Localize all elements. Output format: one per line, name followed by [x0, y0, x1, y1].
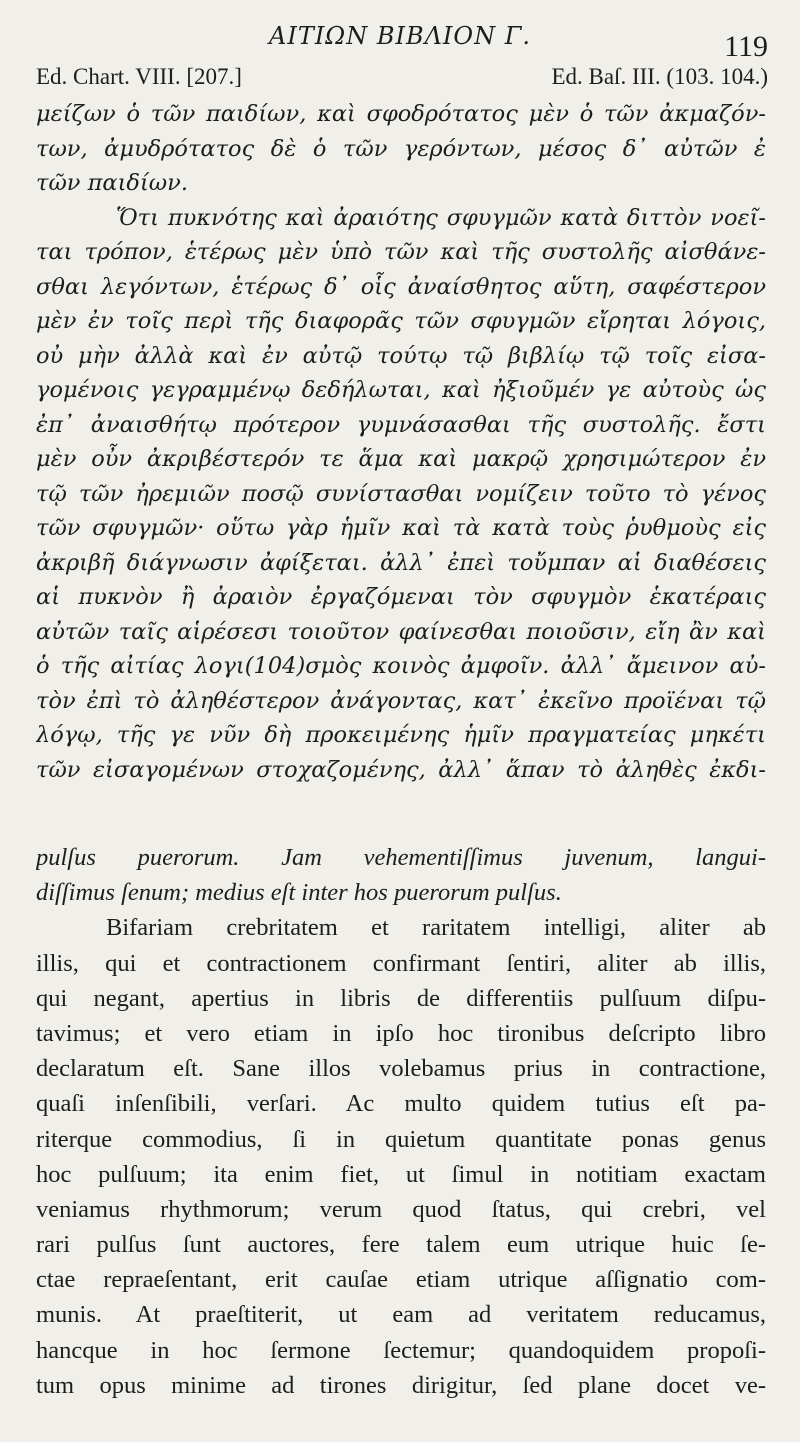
running-title: ΑΙΤΙΩΝ ΒΙΒΛΙΟΝ Γ.: [269, 22, 531, 50]
latin-line: declaratum eſt. Sane illos volebamus prius in contractione,: [36, 1055, 766, 1083]
latin-line: rari pulſus ſunt auctores, fere talem eum utrique huic ſe-: [36, 1231, 766, 1259]
greek-line: τῶν παιδίων.: [36, 170, 188, 196]
latin-line: tum opus minime ad tirones dirigitur, ſed plane docet ve-: [36, 1371, 766, 1399]
greek-line: γομένοις γεγραμμένῳ δεδήλωται, καὶ ἠξιοῦμέν γε αὐτοὺς ὡς: [36, 377, 766, 403]
edition-reference-chart: Ed. Chart. VIII. [207.]: [36, 64, 242, 89]
edition-reference-basel: Ed. Baſ. III. (103. 104.): [551, 64, 768, 89]
greek-line: των, ἀμυδρότατος δὲ ὁ τῶν γερόντων, μέσος δ᾽ αὐτῶν ἐ: [36, 135, 766, 162]
greek-line: σθαι λεγόντων, ἑτέρως δ᾽ οἷς ἀναίσθητος αὕτη, σαφέστερον: [36, 273, 766, 300]
greek-line: οὐ μὴν ἀλλὰ καὶ ἐν αὐτῷ τούτῳ τῷ βιβλίῳ τῷ τοῖς εἰσα-: [36, 342, 766, 369]
greek-line: τῶν σφυγμῶν· οὕτω γὰρ ἡμῖν καὶ τὰ κατὰ τοὺς ῥυθμοὺς εἰς: [36, 515, 766, 541]
greek-line: ται τρόπον, ἑτέρως μὲν ὑπὸ τῶν καὶ τῆς συστολῆς αἰσθάνε-: [36, 239, 766, 265]
greek-line: ἀκριβῆ διάγνωσιν ἀφίξεται. ἀλλ᾽ ἐπεὶ τοὔμπαν αἱ διαθέσεις: [36, 549, 766, 576]
latin-line: munis. At praeſtiterit, ut eam ad veritatem reducamus,: [36, 1301, 766, 1329]
greek-line: αἱ πυκνὸν ἢ ἀραιὸν ἐργαζόμεναι τὸν σφυγμὸν ἑκατέραις: [36, 584, 766, 610]
page-number: 119: [724, 30, 768, 63]
greek-line: μὲν οὖν ἀκριβέστερόν τε ἅμα καὶ μακρῷ χρησιμώτερον ἐν: [36, 446, 766, 472]
latin-line: veniamus rhythmorum; verum quod ſtatus, qui crebri, vel: [36, 1195, 766, 1223]
greek-line: τῶν εἰσαγομένων στοχαζομένης, ἀλλ᾽ ἅπαν τὸ ἀληθὲς ἐκδι-: [36, 756, 766, 783]
latin-line: hoc pulſuum; ita enim fiet, ut ſimul in notitiam exactam: [36, 1160, 766, 1188]
greek-line: λόγῳ, τῆς γε νῦν δὴ προκειμένης ἡμῖν πραγματείας μηκέτι: [36, 722, 766, 748]
latin-line: Bifariam crebritatem et raritatem intelligi, aliter ab: [106, 914, 766, 942]
latin-line: riterque commodius, ſi in quietum quantitate ponas genus: [36, 1125, 766, 1153]
greek-line: μείζων ὁ τῶν παιδίων, καὶ σφοδρότατος μὲν ὁ τῶν ἀκμαζόν-: [36, 101, 766, 127]
greek-line: τὸν ἐπὶ τὸ ἀληθέστερον ἀνάγοντας, κατ᾽ ἐκεῖνο προϊέναι τῷ: [36, 687, 766, 714]
latin-text-block: [36, 840, 766, 1403]
latin-line: hancque in hoc ſermone ſectemur; quandoquidem propoſi-: [36, 1336, 766, 1364]
latin-line: diſſimus ſenum; medius eſt inter hos puerorum pulſus.: [36, 879, 562, 907]
greek-line: τῷ τῶν ἠρεμιῶν ποσῷ συνίστασθαι νομίζειν τοῦτο τὸ γένος: [36, 480, 766, 507]
latin-line: quaſi inſenſibili, verſari. Ac multo quidem tutius eſt pa-: [36, 1090, 766, 1118]
greek-line: ἐπ᾽ ἀναισθήτῳ πρότερον γυμνάσασθαι τῆς συστολῆς. ἔστι: [36, 411, 766, 438]
greek-line: μὲν ἐν τοῖς περὶ τῆς διαφορᾶς τῶν σφυγμῶν εἴρηται λόγοις,: [36, 308, 766, 334]
latin-line: qui negant, apertius in libris de differentiis pulſuum diſpu-: [36, 984, 766, 1012]
latin-line: ctae repraeſentant, erit cauſae etiam utrique aſſignatio com-: [36, 1266, 766, 1294]
latin-line: illis, qui et contractionem confirmant ſentiri, aliter ab illis,: [36, 949, 766, 977]
latin-line: tavimus; et vero etiam in ipſo hoc tironibus deſcripto libro: [36, 1019, 766, 1047]
edition-reference-row: [36, 64, 768, 94]
greek-line: ὁ τῆς αἰτίας λογι(104)σμὸς κοινὸς ἀμφοῖν. ἀλλ᾽ ἄμεινον αὐ-: [36, 653, 766, 679]
greek-text-block: [36, 97, 766, 787]
latin-line: pulſus puerorum. Jam vehementiſſimus juvenum, langui-: [36, 844, 766, 871]
greek-line: Ὅτι πυκνότης καὶ ἀραιότης σφυγμῶν κατὰ διττὸν νοεῖ-: [116, 204, 766, 231]
greek-line: αὐτῶν ταῖς αἱρέσεσι τοιοῦτον φαίνεσθαι ποιοῦσιν, εἴη ἂν καὶ: [36, 618, 766, 645]
